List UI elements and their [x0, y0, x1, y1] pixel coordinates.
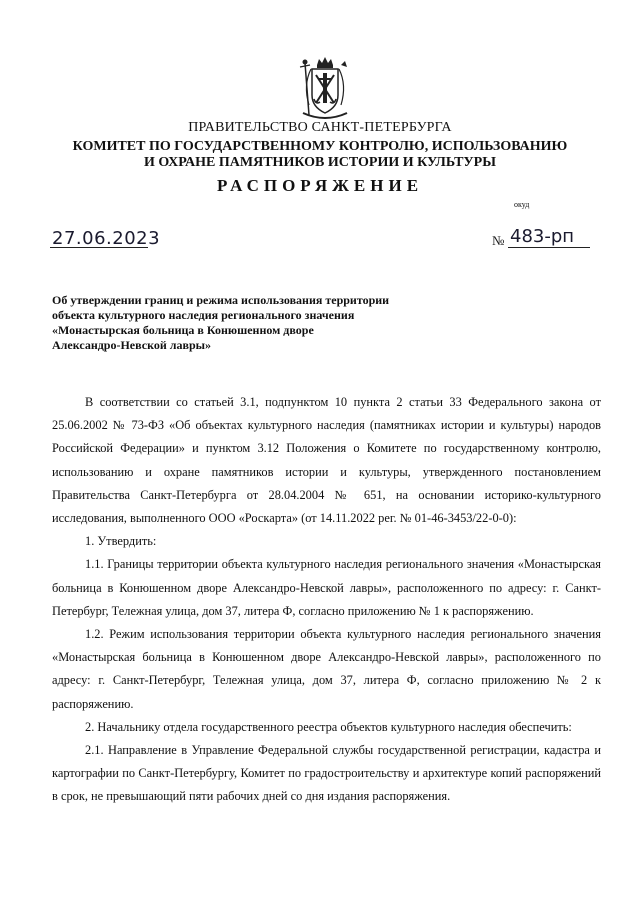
government-name: ПРАВИТЕЛЬСТВО САНКТ-ПЕТЕРБУРГА — [188, 120, 452, 135]
number-prefix: № — [492, 233, 505, 248]
committee-name — [0, 139, 640, 171]
clause-1-1: 1.1. Границы территории объекта культурного наследия регионального значения «Монастырская больница в Конюшенном дворе Александро-Невской лавры», расположенного по адресу: г. Санкт-Петербург, Тележная улица, дом 37, литера Ф, согласно приложению № 1 к распоряжению. — [52, 557, 601, 618]
subject-line-1: Об утверждении границ и режима использования территории — [52, 293, 390, 307]
subject-line-4: Александро-Невской лавры» — [52, 338, 212, 352]
clause-1: 1. Утвердить: — [85, 534, 157, 549]
document-number: 483-рп — [510, 226, 575, 247]
subject-line-2: объекта культурного наследия регионального значения — [52, 308, 355, 322]
date-underline — [50, 247, 148, 248]
preamble-paragraph: В соответствии со статьей 3.1, подпунктом 10 пункта 2 статьи 33 Федерального закона от 25.06.2002 № 73-ФЗ «Об объектах культурного наследия (памятниках истории и культуры) народов Российской Федерации» и пунктом 3.12 Положения о Комитете по государственному контролю, использованию и охране памятников истории и культуры, утвержденного постановлением Правительства Санкт-Петербурга от 28.04.2004 № 651, на основании историко-культурного исследования, выполненного ООО «Роскарта» (от 14.11.2022 рег. № 01-46-3453/22-0-0): — [52, 395, 601, 526]
number-underline — [508, 247, 590, 248]
document-type-title: РАСПОРЯЖЕНИЕ — [216, 176, 424, 195]
document-subject — [52, 293, 432, 353]
committee-line-2: И ОХРАНЕ ПАМЯТНИКОВ ИСТОРИИ И КУЛЬТУРЫ — [144, 155, 496, 170]
coat-of-arms-icon — [295, 55, 355, 123]
okud-label: окуд — [514, 200, 530, 209]
clause-2-1: 2.1. Направление в Управление Федеральной службы государственной регистрации, кадастра и картографии по Санкт-Петербургу, Комитет по градостроительству и архитектуре копий распоряжений в срок, не превышающий пяти рабочих дней со дня издания распоряжения. — [52, 743, 601, 804]
clause-2: 2. Начальнику отдела государственного реестра объектов культурного наследия обеспечить: — [85, 719, 572, 734]
clause-1-2: 1.2. Режим использования территории объекта культурного наследия регионального значения «Монастырская больница в Конюшенном дворе Александро-Невской лавры», расположенного по адресу: г. Санкт-Петербург, Тележная улица, дом 37, литера Ф, согласно приложению № 2 к распоряжению. — [52, 627, 601, 711]
subject-line-3: «Монастырская больница в Конюшенном дворе — [52, 323, 314, 337]
committee-line-1: КОМИТЕТ ПО ГОСУДАРСТВЕННОМУ КОНТРОЛЮ, ИСПОЛЬЗОВАНИЮ — [72, 139, 568, 154]
document-body — [52, 391, 601, 809]
document-date: 27.06.2023 — [52, 228, 161, 249]
